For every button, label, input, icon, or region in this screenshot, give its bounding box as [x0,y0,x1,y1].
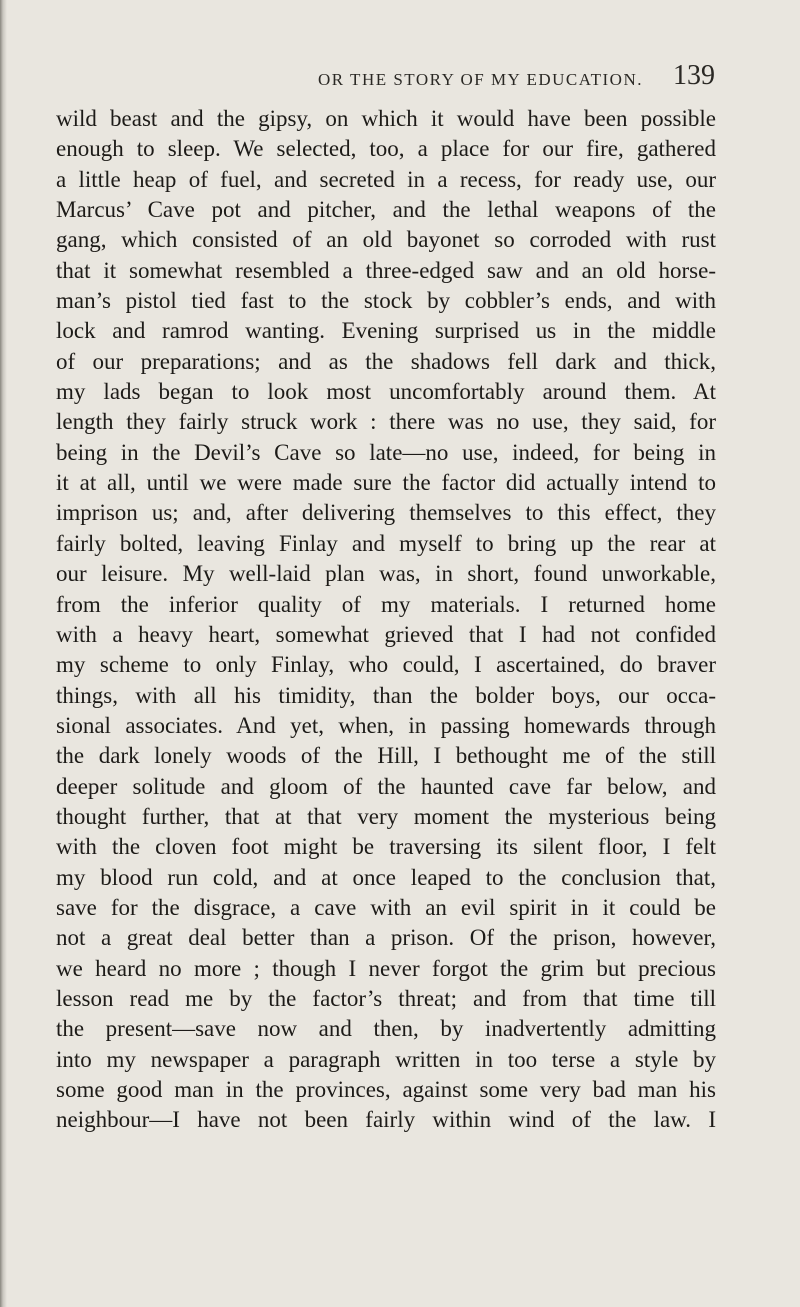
text-line: imprison us; and, after delivering themselves to this effect, they [56,500,716,526]
text-line: from the inferior quality of my materials. I returned home [56,591,716,617]
text-line: my blood run cold, and at once leaped to the conclusion that, [56,864,716,890]
text-line: fairly bolted, leaving Finlay and myself to bring up the rear at [56,530,716,556]
text-line: it at all, until we were made sure the factor did actually intend to [56,470,716,496]
text-line: length they fairly struck work : there was no use, they said, for [56,409,716,435]
text-line: lesson read me by the factor’s threat; and from that time till [56,985,716,1011]
text-line: deeper solitude and gloom of the haunted cave far below, and [56,773,716,799]
text-line: not a great deal better than a prison. Of the prison, however, [56,925,716,951]
text-line: thought further, that at that very moment the mysterious being [56,803,716,829]
text-line: the present—save now and then, by inadvertently admitting [56,1016,716,1042]
text-line: sional associates. And yet, when, in passing homewards through [56,712,716,738]
text-line: wild beast and the gipsy, on which it would have been possible [56,106,716,131]
text-line: into my newspaper a paragraph written in too terse a style by [56,1046,716,1072]
text-line: with the cloven foot might be traversing its silent floor, I felt [56,834,716,860]
text-line: of our preparations; and as the shadows fell dark and thick, [56,348,716,374]
text-line: save for the disgrace, a cave with an evil spirit in it could be [56,894,716,920]
text-line: our leisure. My well-laid plan was, in short, found unworkable, [56,561,716,587]
text-line: my lads began to look most uncomfortably around them. At [56,379,716,405]
text-line: with a heavy heart, somewhat grieved that I had not confided [56,621,716,647]
body-text [56,104,716,1136]
text-line: some good man in the provinces, against some very bad man his [56,1077,716,1102]
text-line: that it somewhat resembled a three-edged saw and an old horse- [56,257,716,283]
text-line: we heard no more ; though I never forgot the grim but precious [56,955,716,981]
text-line: Marcus’ Cave pot and pitcher, and the lethal weapons of the [56,197,716,223]
text-line: a little heap of fuel, and secreted in a recess, for ready use, our [56,166,716,192]
text-line: man’s pistol tied fast to the stock by cobbler’s ends, and with [56,288,716,314]
text-line: being in the Devil’s Cave so late—no use, indeed, for being in [56,439,716,465]
page-number: 139 [673,60,715,91]
text-line: things, with all his timidity, than the bolder boys, our occa- [56,682,716,708]
text-line: lock and ramrod wanting. Evening surprised us in the middle [56,318,716,344]
text-line: my scheme to only Finlay, who could, I ascertained, do braver [56,652,716,678]
running-head: OR THE STORY OF MY EDUCATION. [318,70,643,89]
text-line: neighbour—I have not been fairly within wind of the law. I [56,1107,716,1133]
text-line: enough to sleep. We selected, too, a place for our fire, gathered [56,136,716,162]
text-line: the dark lonely woods of the Hill, I bethought me of the still [56,743,716,769]
page-edge-shadow [0,0,7,1307]
text-line: gang, which consisted of an old bayonet so corroded with rust [56,227,716,253]
